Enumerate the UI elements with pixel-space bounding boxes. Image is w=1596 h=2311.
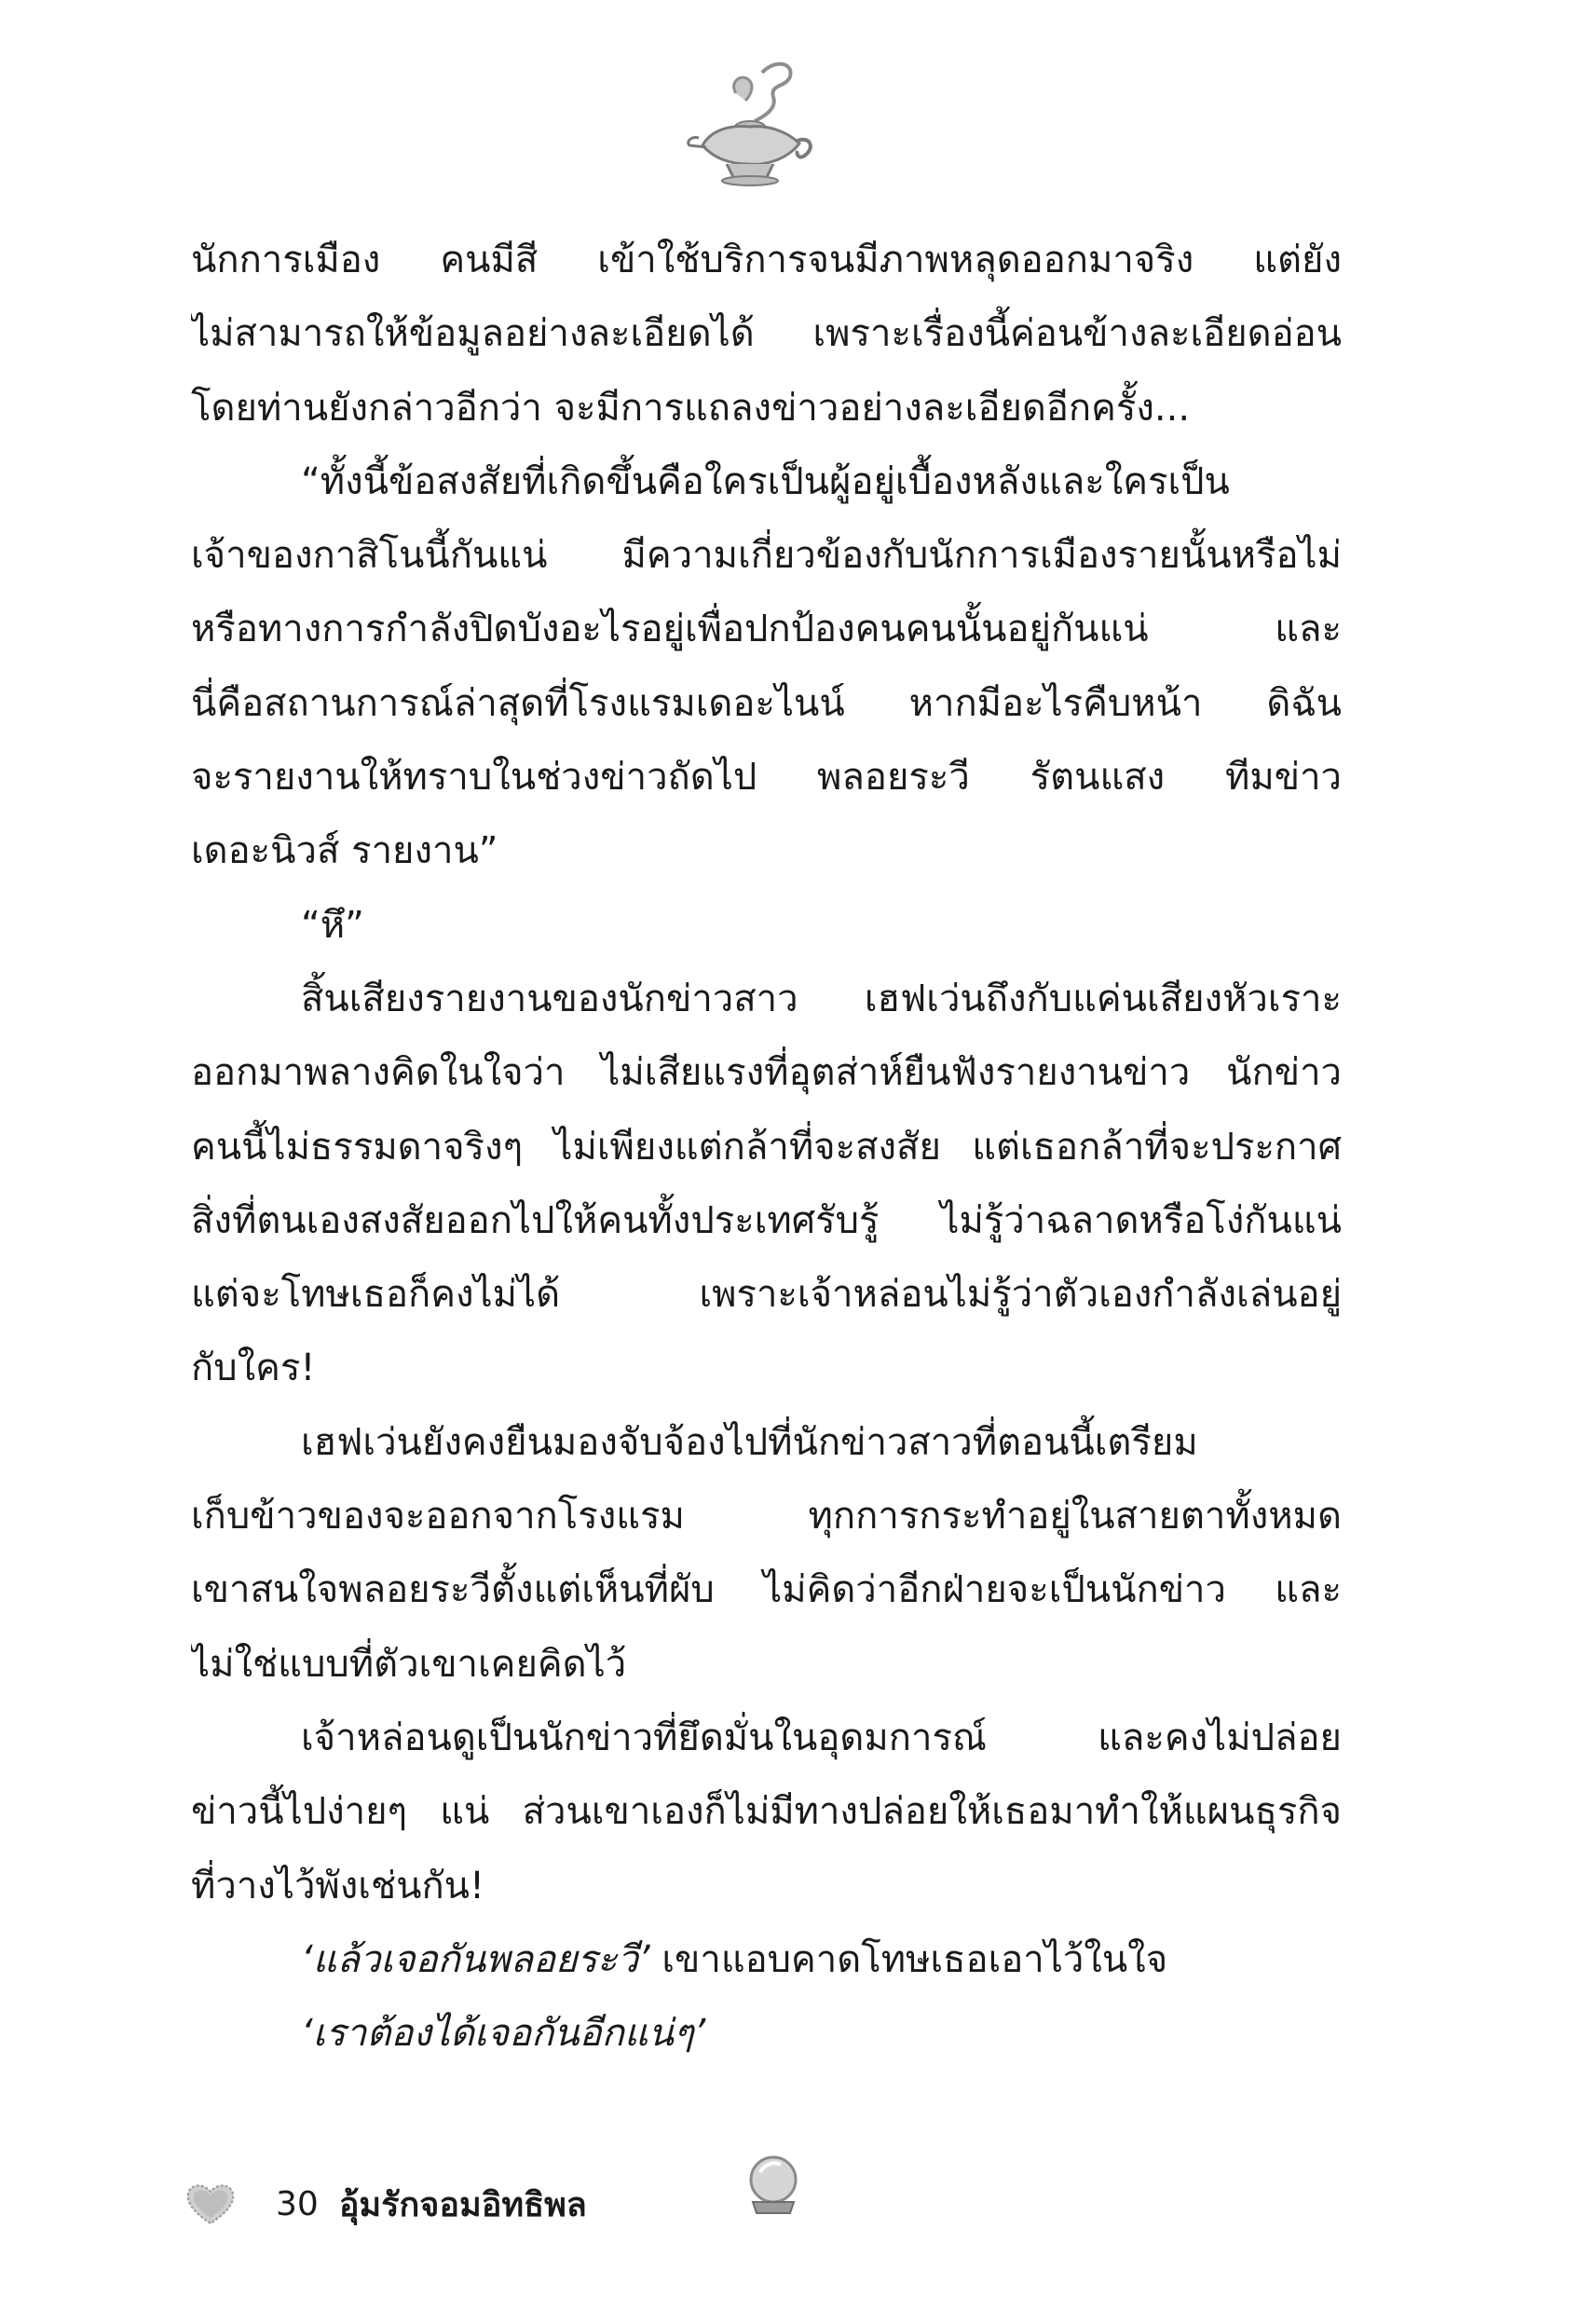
text-line-mixed [191, 1923, 1342, 1997]
text-line: ไม่ใช่แบบที่ตัวเขาเคยคิดไว้ [191, 1642, 627, 1686]
text-line: เก็บข้าวของจะออกจากโรงแรม ทุกการกระทำอยู่ในสายตาทั้งหมด [191, 1495, 1342, 1538]
text-line: โดยท่านยังกล่าวอีกว่า จะมีการแถลงข่าวอย่างละเอียดอีกครั้ง... [191, 386, 1191, 430]
text-line: หรือทางการกำลังปิดบังอะไรอยู่เพื่อปกป้องคนคนนั้นอยู่กันแน่ และ [191, 608, 1342, 651]
italic-thought: ‘แล้วเจอกันพลอยระวี’ [301, 1937, 650, 1981]
body-text [191, 224, 1342, 2071]
narration: เขาแอบคาดโทษเธอเอาไว้ในใจ [649, 1937, 1168, 1981]
genie-lamp-icon [680, 56, 820, 196]
text-line: สิ้นเสียงรายงานของนักข่าวสาว เฮฟเว่นถึงกับแค่นเสียงหัวเราะ [301, 977, 1342, 1020]
text-line: “ทั้งนี้ข้อสงสัยที่เกิดขึ้นคือใครเป็นผู้อยู่เบื้องหลังและใครเป็น [301, 459, 1230, 503]
text-line: ที่วางไว้พังเช่นกัน! [191, 1864, 485, 1908]
heart-icon [184, 2181, 237, 2227]
text-line: เดอะนิวส์ รายงาน” [191, 829, 498, 873]
text-line-italic: ‘เราต้องได้เจอกันอีกแน่ๆ’ [301, 2012, 706, 2056]
text-line: แต่จะโทษเธอก็คงไม่ได้ เพราะเจ้าหล่อนไม่รู้ว่าตัวเองกำลังเล่นอยู่ [191, 1273, 1342, 1317]
text-line: เขาสนใจพลอยระวีตั้งแต่เห็นที่ผับ ไม่คิดว่าอีกฝ่ายจะเป็นนักข่าว และ [191, 1568, 1342, 1612]
text-line: คนนี้ไม่ธรรมดาจริงๆ ไม่เพียงแต่กล้าที่จะสงสัย แต่เธอกล้าที่จะประกาศ [191, 1125, 1342, 1169]
text-line: สิ่งที่ตนเองสงสัยออกไปให้คนทั้งประเทศรับรู้ ไม่รู้ว่าฉลาดหรือโง่กันแน่ [191, 1198, 1342, 1242]
text-line: ออกมาพลางคิดในใจว่า ไม่เสียแรงที่อุตส่าห์ยืนฟังรายงานข่าว นักข่าว [191, 1051, 1342, 1095]
text-line: นี่คือสถานการณ์ล่าสุดที่โรงแรมเดอะไนน์ หากมีอะไรคืบหน้า ดิฉัน [191, 681, 1342, 725]
text-line: เจ้าหล่อนดูเป็นนักข่าวที่ยึดมั่นในอุดมการณ์ และคงไม่ปล่อย [301, 1716, 1342, 1759]
page-footer [184, 2176, 587, 2232]
text-line: จะรายงานให้ทราบในช่วงข่าวถัดไป พลอยระวี รัตนแสง ทีมข่าว [191, 756, 1342, 800]
text-line: เจ้าของกาสิโนนี้กันแน่ มีความเกี่ยวข้องกับนักการเมืองรายนั้นหรือไม่ [191, 534, 1342, 578]
text-line: นักการเมือง คนมีสี เข้าใช้บริการจนมีภาพหลุดออกมาจริง แต่ยัง [191, 239, 1342, 281]
crystal-ball-icon [736, 2148, 811, 2222]
page-number: 30 [276, 2184, 319, 2223]
text-line: ไม่สามารถให้ข้อมูลอย่างละเอียดได้ เพราะเรื่องนี้ค่อนข้างละเอียดอ่อน [191, 312, 1342, 356]
text-line: กับใคร! [191, 1347, 316, 1390]
text-line: ข่าวนี้ไปง่ายๆ แน่ ส่วนเขาเองก็ไม่มีทางปล่อยให้เธอมาทำให้แผนธุรกิจ [191, 1790, 1342, 1834]
text-line: เฮฟเว่นยังคงยืนมองจับจ้องไปที่นักข่าวสาวที่ตอนนี้เตรียม [301, 1420, 1198, 1464]
book-title: อุ้มรักจอมอิทธิพล [338, 2185, 587, 2224]
text-line: “หึ” [301, 903, 364, 947]
